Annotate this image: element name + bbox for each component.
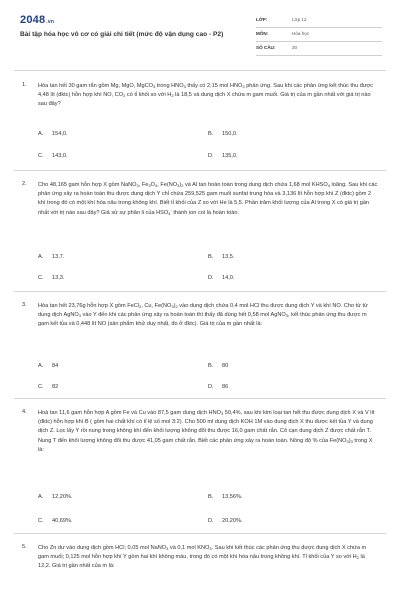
document-meta [256, 14, 382, 56]
divider [14, 533, 386, 534]
option-d[interactable]: D. 86 [208, 384, 229, 390]
page-header [20, 12, 382, 62]
question-text: Hòa tan hết 30 gam rắn gồm Mg, MgO, MgCO$_3$ trong $HNO_3$ thấy có 2,15 mol $HNO_3$ phản ứng. Sau khi các phản ứng kết thúc thu được 4,48 lít (đktc) hỗn hợp khí NO, $CO_2$ có tỉ khối so với $H_2$ là 18,5 và dung dịch X chứa m gam muối. Giá trị của m gần nhất với giá trị nào sau đây? [38, 83, 374, 108]
meta-value: Lớp 12 [292, 17, 307, 22]
option-c[interactable]: C. 40,69%. [38, 518, 73, 524]
question-text: Hoà tan 11,6 gam hỗn hợp A gồm Fe và Cu vào 87,5 gam dung dịch $HNO_3$ 50,4%, sau khi kim loại tan hết thu được dung dịch X và V lít (đktc) hỗn hợp khí B ( gồm hai chất khí có tỉ lệ số mol 3:2). Cho 500 ml dung dịch KOH 1M vào dung dịch X thu được kết tủa Y và dung dịch Z. Lọc lấy Y rồi nung trong không khí đến khối lượng không đổi thu được 16,0 gam chất rắn. Cô cạn dung dịch Z được chất rắn T. Nung T đến khối lượng không đổi thu được 41,05 gam chất rắn. Biết các phản ứng xảy ra hoàn toàn. Nồng độ % của $Fe(NO_3)_3$ trong X là: [38, 410, 375, 453]
divider [14, 70, 386, 71]
option-a[interactable]: A. 12,20%. [38, 494, 73, 500]
meta-row-count [256, 42, 382, 56]
option-a[interactable]: A. 13,7. [38, 254, 65, 260]
question-number: 2. [22, 181, 27, 187]
option-b[interactable]: B. 13,5. [208, 254, 235, 260]
meta-row-class [256, 14, 382, 28]
question-number: 5. [22, 544, 27, 550]
option-d[interactable]: D. 14,0. [208, 275, 235, 281]
question-text: Cho 48,165 gam hỗn hợp X gồm NaNO$_3$, $Fe_3O_4$, $Fe(NO_3)_2$ và Al tan hoàn toàn trong dung dịch chứa 1,68 mol $KHSO_4$ loãng. Sau khi các phản ứng xảy ra hoàn toàn thu được dung dịch Y chỉ chứa 259,525 gam muối sunfat trung hòa và 3,136 lít hỗn hợp khí Z (đktc) gồm 2 khí trong đó có một khí hóa nâu trong không khí. Biết tỉ khối của Z so với He là 5,5. Phần trăm khối lượng của Al trong X có giá trị gần nhất với trị nào sau đây? Giả sử sự phân li của $HSO_4^-$ thành ion coi là hoàn toàn. [38, 182, 378, 216]
meta-value: 20 [292, 45, 298, 50]
option-a[interactable]: A. 154,0. [38, 131, 68, 137]
divider [14, 398, 386, 399]
option-d[interactable]: D. 135,0. [208, 153, 238, 159]
meta-row-subject [256, 28, 382, 42]
option-d[interactable]: D. 20,20%. [208, 518, 243, 524]
question-number: 4. [22, 409, 27, 415]
option-a[interactable]: A. 84 [38, 363, 59, 369]
document-title: Bài tập hóa học vô cơ có giải chi tiết (mức độ vận dụng cao - P2) [20, 31, 224, 38]
question-number: 3. [22, 302, 27, 308]
question-text: Hòa tan hết 23,76g hỗn hợp X gồm FeCl$_2$, Cu, $Fe(NO_3)_2$ vào dung dịch chứa 0,4 mol HCl thu được dung dịch Y và khí NO. Cho từ từ dung dịch AgNO$_3$ vào Y đến khi các phản ứng xảy ra hoàn toàn thì thấy đã dùng hết 0,58 mol AgNO$_3$, kết thúc phản ứng thu được m gam kết tủa và 0,448 lít NO (sản phẩm khử duy nhất, đo ở đktc). Giá trị của m gần nhất là: [38, 303, 368, 328]
question-text: Cho Zn dư vào dung dịch gồm HCl; 0,05 mol NaNO$_3$ và 0,1 mol $KNO_3$. Sau khi kết thúc các phản ứng thu được dung dịch X chứa m gam muối; 0,125 mol hỗn hợp khí Y gồm hai khí không màu, trong đó có một khí hóa nâu trong không khí. Tỉ khối của Y so với $H_2$ là 12,2. Giá trị gần nhất của m là: [38, 545, 367, 570]
question-number: 1. [22, 82, 27, 88]
meta-key: LỚP: [256, 17, 268, 22]
divider [14, 170, 386, 171]
option-b[interactable]: B. 150,0. [208, 131, 238, 137]
option-b[interactable]: B. 80 [208, 363, 229, 369]
option-c[interactable]: C. 13,3. [38, 275, 65, 281]
divider [14, 291, 386, 292]
meta-key: SỐ CÂU: [256, 45, 276, 50]
meta-key: MÔN: [256, 31, 269, 36]
option-b[interactable]: B. 13,56%. [208, 494, 243, 500]
site-logo[interactable]: 2048.vn [20, 14, 55, 26]
option-c[interactable]: C. 143,0. [38, 153, 68, 159]
option-c[interactable]: C. 82 [38, 384, 59, 390]
meta-value: Hóa học [292, 31, 310, 36]
